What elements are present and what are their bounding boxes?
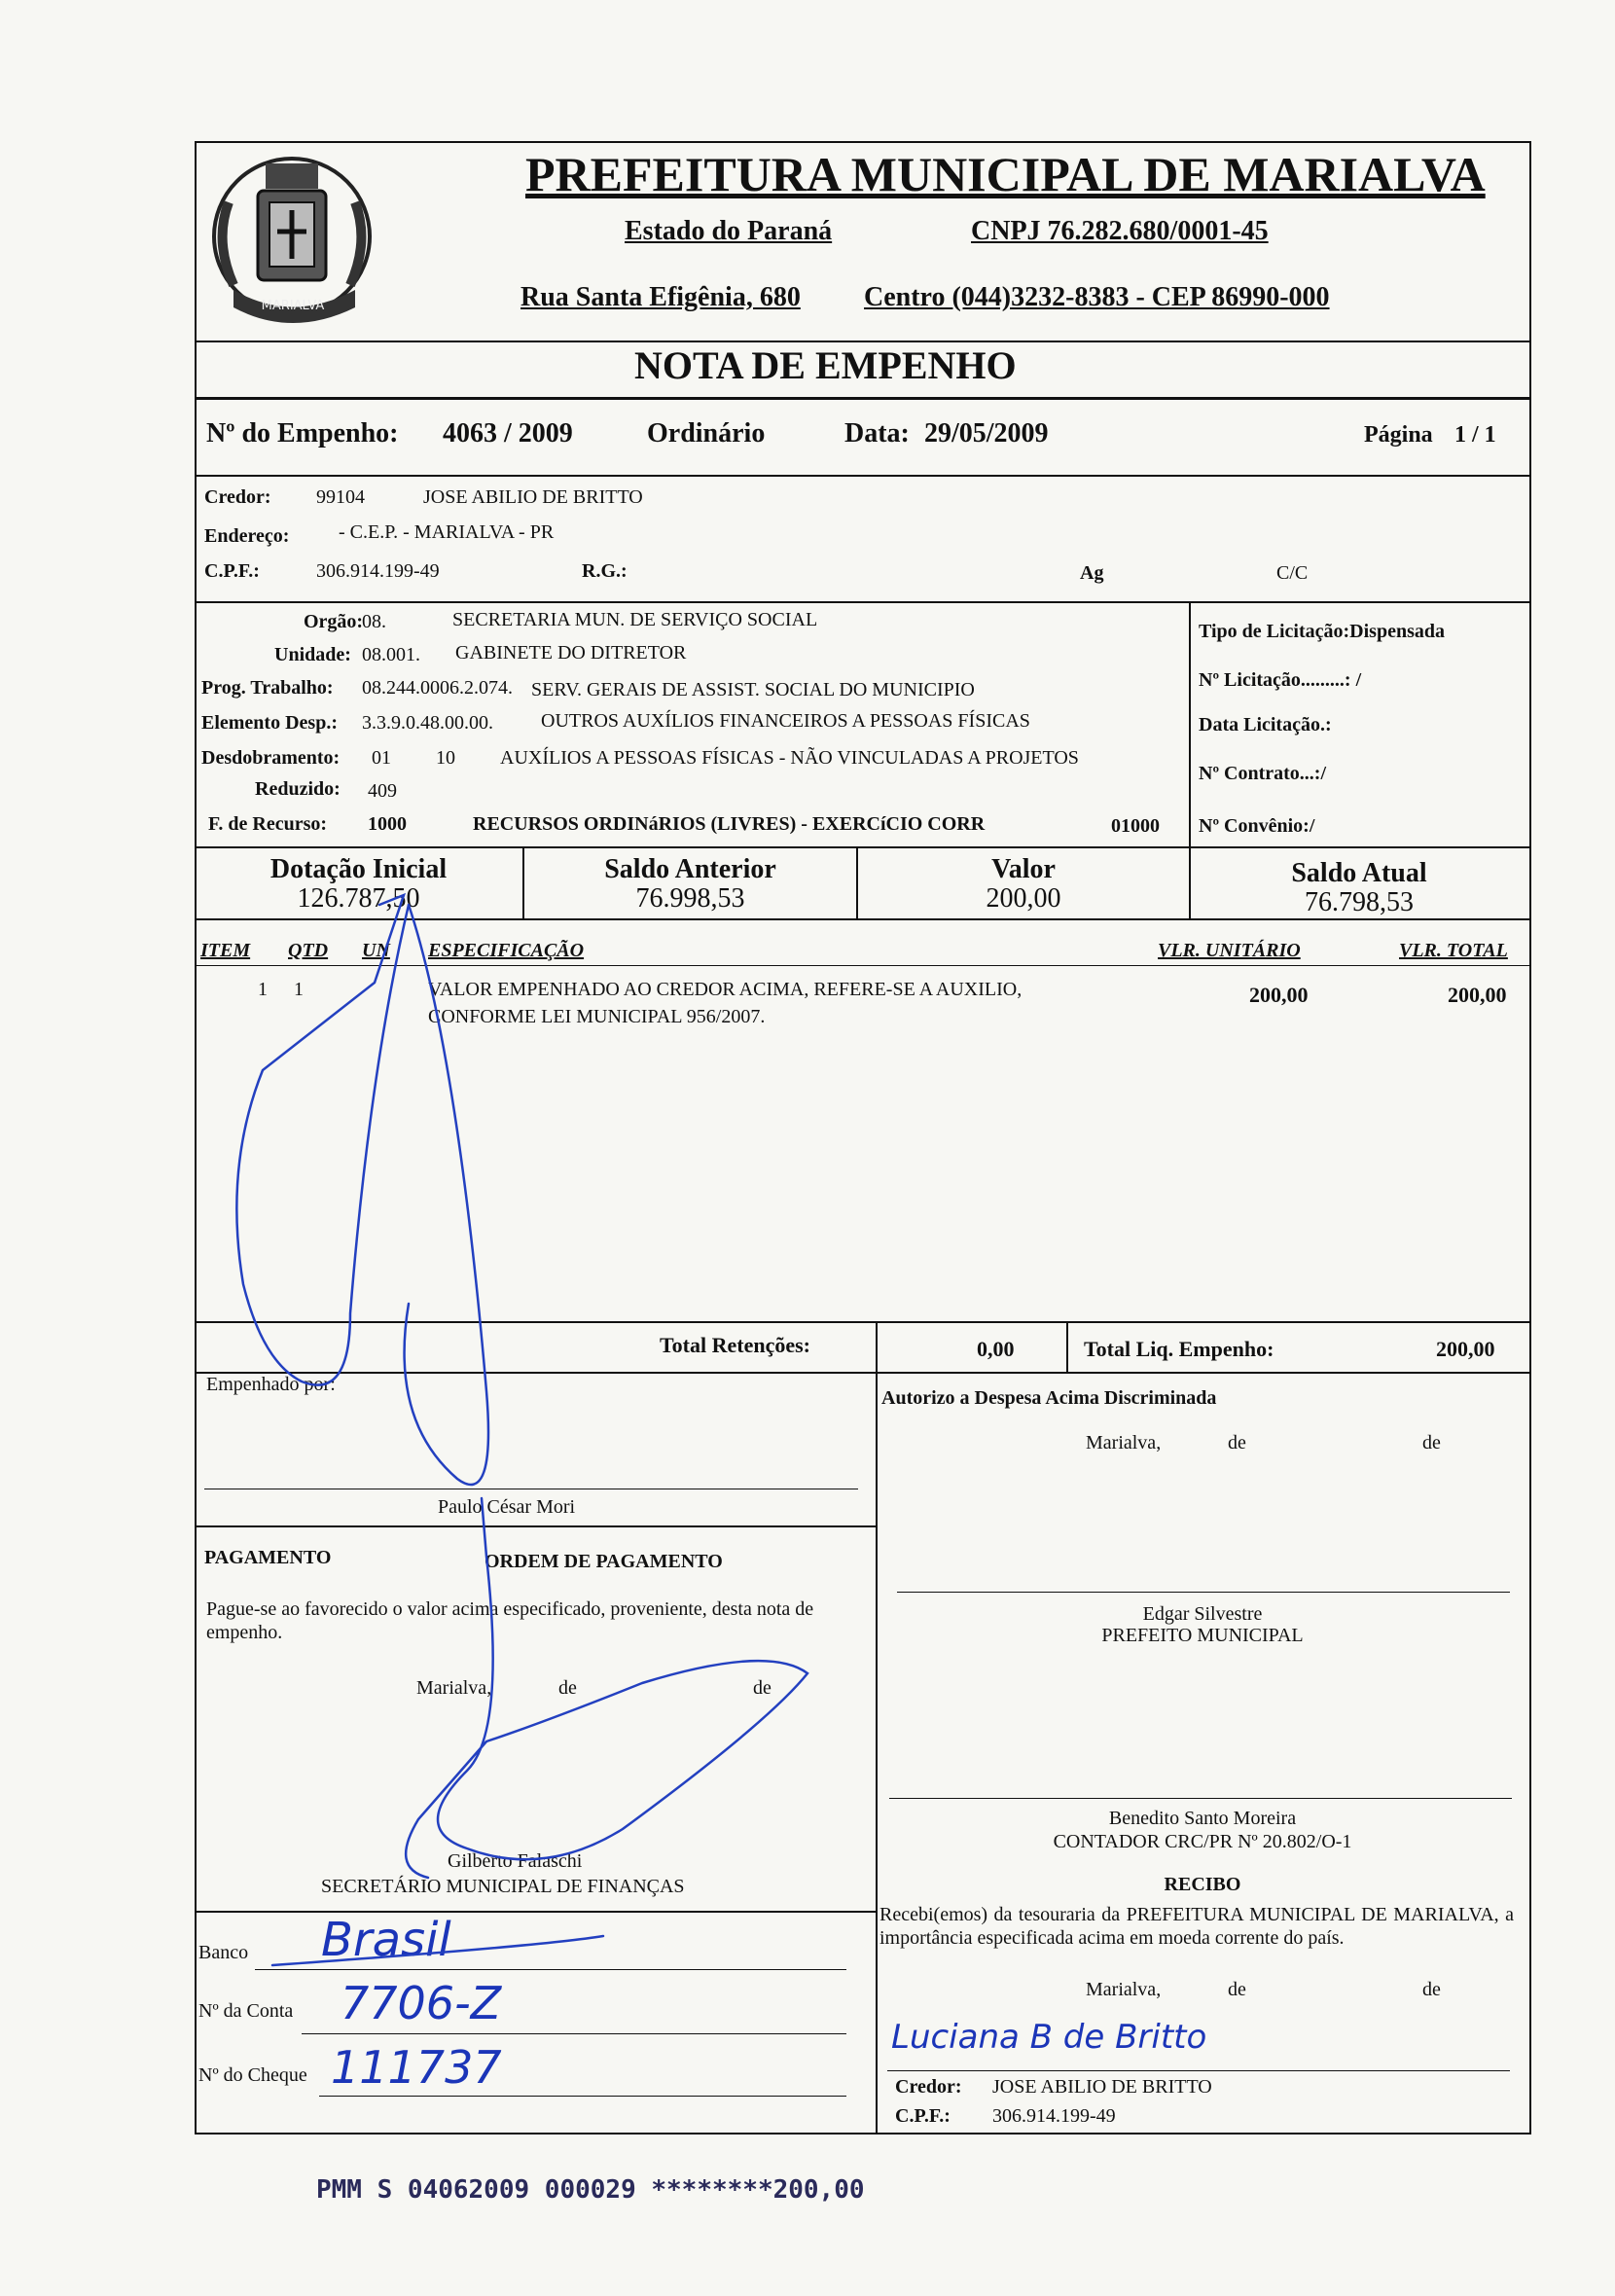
cheque-label: Nº do Cheque [198,2064,307,2086]
page-number: 1 / 1 [1454,422,1496,448]
secretario-title: SECRETÁRIO MUNICIPAL DE FINANÇAS [321,1876,685,1897]
liquido-value: 200,00 [1436,1337,1495,1361]
bank-stamp: PMM S 04062009 000029 ********200,00 [316,2175,865,2205]
empenho-date: 29/05/2009 [924,418,1049,448]
ordem-pagamento-label: ORDEM DE PAGAMENTO [484,1551,723,1572]
unidade-name: GABINETE DO DITRETOR [455,642,687,664]
item-number: 1 [258,979,268,1000]
svg-text:MARIALVA: MARIALVA [261,299,325,313]
secretario-name: Gilberto Falaschi [448,1850,583,1872]
banco-handwritten: Brasil [321,1913,451,1967]
recibo-credor-label: Credor: [895,2076,962,2098]
recibo-signature: Luciana B de Britto [891,2018,1207,2057]
header-state: Estado do Paraná [625,216,833,246]
credor-address: - C.E.P. - MARIALVA - PR [339,521,555,543]
item-qtd: 1 [294,979,304,1000]
recibo-cpf: 306.914.199-49 [992,2105,1116,2127]
col-spec-header: ESPECIFICAÇÃO [428,940,585,961]
pagamento-de2: de [753,1677,772,1699]
recibo-text: Recebi(emos) da tesouraria da PREFEITURA MUNICIPAL DE MARIALVA, a importância especificada acima em moeda corrente do país. [879,1904,1514,1949]
empenhado-label: Empenhado por: [206,1374,336,1395]
col-total-header: VLR. TOTAL [1399,940,1508,961]
rg-label: R.G.: [582,560,628,582]
municipal-seal-icon [199,144,389,339]
retencoes-value: 0,00 [977,1337,1015,1361]
orgao-label: Orgão: [304,611,364,632]
liquido-label: Total Liq. Empenho: [1084,1337,1274,1361]
elemento-name: OUTROS AUXÍLIOS FINANCEIROS A PESSOAS FÍSICAS [541,710,1030,732]
saldo-atual-label: Saldo Atual [1291,858,1427,888]
recibo-de1: de [1228,1979,1246,2000]
retencoes-label: Total Retenções: [660,1333,810,1357]
item-total-value: 200,00 [1448,983,1507,1007]
cheque-handwritten: 111737 [331,2041,502,2094]
empenho-number: 4063 / 2009 [443,418,573,448]
pagamento-city: Marialva, [416,1677,492,1699]
orgao-name: SECRETARIA MUN. DE SERVIÇO SOCIAL [452,609,818,630]
prog-code: 08.244.0006.2.074. [362,677,513,699]
saldo-atual-value: 76.798,53 [1305,887,1414,917]
desdob-label: Desdobramento: [201,747,341,769]
recurso-code: 1000 [368,813,407,835]
unidade-label: Unidade: [274,644,351,665]
cpf-label: C.P.F.: [204,560,260,582]
contador-title: CONTADOR CRC/PR Nº 20.802/O-1 [1053,1831,1352,1852]
recurso-label: F. de Recurso: [208,813,328,835]
recibo-city: Marialva, [1086,1979,1162,2000]
recibo-de2: de [1422,1979,1441,2000]
saldo-anterior-label: Saldo Anterior [604,854,776,884]
header-cnpj: CNPJ 76.282.680/0001-45 [971,216,1269,246]
convenio-numero: Nº Convênio:/ [1199,815,1315,837]
licitacao-numero: Nº Licitação.........: / [1199,669,1362,691]
autorizo-de1: de [1228,1432,1246,1453]
credor-cpf: 306.914.199-49 [316,560,440,582]
header-contact: Centro (044)3232-8383 - CEP 86990-000 [864,282,1330,312]
col-qtd-header: QTD [288,940,329,961]
prefeito-name: Edgar Silvestre [1142,1603,1263,1625]
page-label: Página [1364,422,1433,448]
valor-label: Valor [991,854,1056,884]
licitacao-tipo: Tipo de Licitação:Dispensada [1199,621,1445,642]
recurso-name: RECURSOS ORDINáRIOS (LIVRES) - EXERCíCIO CORR [473,813,986,835]
elemento-label: Elemento Desp.: [201,712,338,734]
recurso-sub: 01000 [1111,815,1160,837]
empenho-number-label: Nº do Empenho: [206,418,399,448]
reduzido-label: Reduzido: [255,778,341,800]
recibo-credor-name: JOSE ABILIO DE BRITTO [992,2076,1212,2098]
col-un-header: UN [362,940,390,961]
saldo-anterior-value: 76.998,53 [635,883,745,914]
item-spec-line2: CONFORME LEI MUNICIPAL 956/2007. [428,1006,766,1027]
pagamento-de1: de [558,1677,577,1699]
pague-text: Pague-se ao favorecido o valor acima especificado, proveniente, desta nota de empenho. [206,1598,814,1643]
conta-label: Nº da Conta [198,2000,294,2022]
header-address: Rua Santa Efigênia, 680 [520,282,801,312]
header-title: PREFEITURA MUNICIPAL DE MARIALVA [525,147,1486,201]
contador-name: Benedito Santo Moreira [1108,1808,1297,1829]
col-unit-header: VLR. UNITÁRIO [1158,940,1301,961]
banco-label: Banco [198,1942,249,1963]
prog-label: Prog. Trabalho: [201,677,334,699]
unidade-code: 08.001. [362,644,420,665]
credor-label: Credor: [204,486,271,508]
desdob-code: 01 [372,747,391,769]
dotacao-label: Dotação Inicial [269,854,448,884]
document-title: NOTA DE EMPENHO [634,343,1017,387]
empenhado-name: Paulo César Mori [438,1496,576,1518]
autorizo-de2: de [1422,1432,1441,1453]
address-label: Endereço: [204,525,290,547]
autorizo-city: Marialva, [1086,1432,1162,1453]
cc-label: C/C [1276,562,1309,584]
pagamento-label: PAGAMENTO [204,1547,332,1568]
recibo-cpf-label: C.P.F.: [895,2105,951,2127]
elemento-code: 3.3.9.0.48.00.00. [362,712,493,734]
recibo-title: RECIBO [1164,1874,1241,1895]
reduzido-value: 409 [368,780,397,802]
licitacao-data: Data Licitação.: [1199,714,1332,735]
ag-label: Ag [1080,562,1104,584]
orgao-code: 08. [362,611,386,632]
credor-code: 99104 [316,486,365,508]
empenho-date-label: Data: [844,418,910,448]
credor-name: JOSE ABILIO DE BRITTO [423,486,643,508]
autorizo-text: Autorizo a Despesa Acima Discriminada [881,1387,1217,1409]
valor-value: 200,00 [986,883,1061,914]
dotacao-value: 126.787,50 [297,883,420,914]
prefeito-title: PREFEITO MUNICIPAL [1101,1625,1304,1646]
empenho-type: Ordinário [647,418,766,448]
prog-name: SERV. GERAIS DE ASSIST. SOCIAL DO MUNICIPIO [531,679,975,700]
desdob-name: AUXÍLIOS A PESSOAS FÍSICAS - NÃO VINCULADAS A PROJETOS [500,747,1079,769]
item-unit-value: 200,00 [1249,983,1309,1007]
col-item-header: ITEM [200,940,251,961]
desdob-sub: 10 [436,747,455,769]
contrato-numero: Nº Contrato...:/ [1199,763,1327,784]
item-spec-line1: VALOR EMPENHADO AO CREDOR ACIMA, REFERE-SE A AUXILIO, [428,979,1023,1000]
conta-handwritten: 7706-Z [341,1977,502,2029]
